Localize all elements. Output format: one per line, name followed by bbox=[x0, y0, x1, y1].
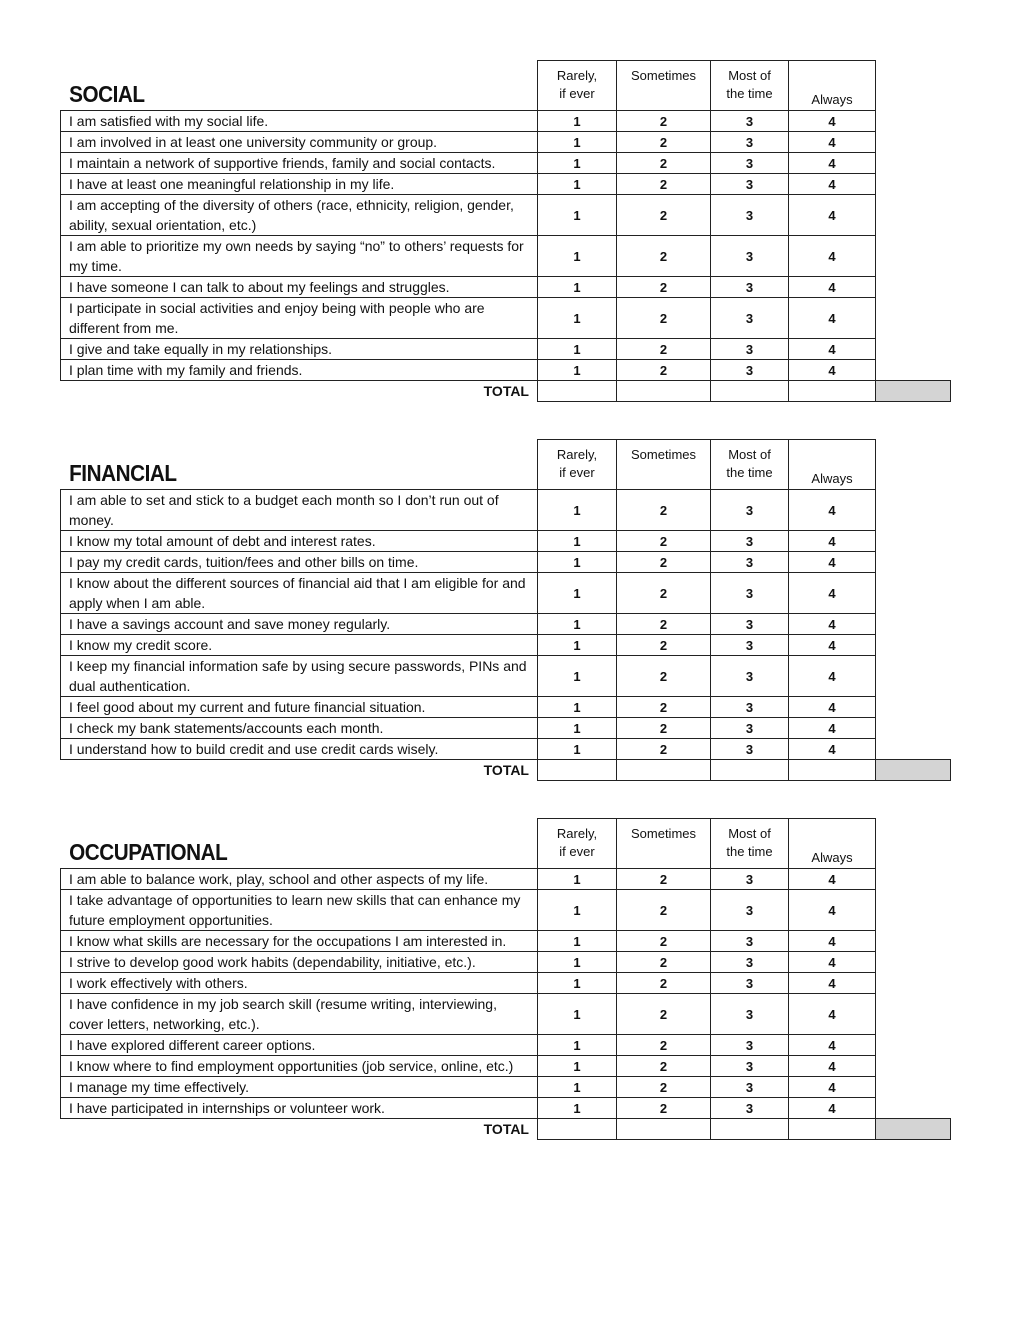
spacer-cell bbox=[876, 298, 951, 339]
question-row bbox=[61, 739, 951, 760]
rating-option-2[interactable]: 2 bbox=[617, 339, 711, 360]
column-header-line2: if ever bbox=[559, 86, 595, 101]
column-header-line2: if ever bbox=[559, 465, 595, 480]
question-text: I manage my time effectively. bbox=[61, 1077, 538, 1098]
question-text: I am able to balance work, play, school and other aspects of my life. bbox=[61, 869, 538, 890]
rating-option-2[interactable]: 2 bbox=[617, 973, 711, 994]
rating-option-2[interactable]: 2 bbox=[617, 931, 711, 952]
spacer-cell bbox=[876, 739, 951, 760]
spacer-cell bbox=[876, 819, 951, 869]
column-header-line2: the time bbox=[726, 465, 773, 480]
rating-option-1[interactable]: 1 bbox=[538, 531, 617, 552]
question-text: I check my bank statements/accounts each month. bbox=[61, 718, 538, 739]
section-title: FINANCIAL bbox=[68, 460, 177, 486]
rating-option-4[interactable]: 4 bbox=[789, 931, 876, 952]
rating-option-1[interactable]: 1 bbox=[538, 132, 617, 153]
rating-option-1[interactable]: 1 bbox=[538, 739, 617, 760]
column-header bbox=[617, 440, 711, 490]
total-input-cell[interactable] bbox=[538, 760, 617, 781]
spacer-cell bbox=[876, 635, 951, 656]
question-text: I know my credit score. bbox=[61, 635, 538, 656]
header-row bbox=[61, 819, 951, 869]
question-text: I give and take equally in my relationships. bbox=[61, 339, 538, 360]
question-row bbox=[61, 132, 951, 153]
question-row bbox=[61, 614, 951, 635]
question-text: I plan time with my family and friends. bbox=[61, 360, 538, 381]
rating-option-3[interactable]: 3 bbox=[711, 174, 789, 195]
rating-option-2[interactable]: 2 bbox=[617, 635, 711, 656]
rating-option-1[interactable]: 1 bbox=[538, 236, 617, 277]
rating-option-2[interactable]: 2 bbox=[617, 153, 711, 174]
rating-option-4[interactable]: 4 bbox=[789, 552, 876, 573]
question-text: I understand how to build credit and use credit cards wisely. bbox=[61, 739, 538, 760]
question-text: I am able to prioritize my own needs by saying “no” to others’ requests for my time. bbox=[61, 236, 538, 277]
question-text: I have explored different career options. bbox=[61, 1035, 538, 1056]
rating-option-2[interactable]: 2 bbox=[617, 195, 711, 236]
column-header bbox=[789, 440, 876, 490]
rating-option-2[interactable]: 2 bbox=[617, 890, 711, 931]
rating-option-2[interactable]: 2 bbox=[617, 573, 711, 614]
rating-option-3[interactable]: 3 bbox=[711, 1056, 789, 1077]
rating-option-1[interactable]: 1 bbox=[538, 869, 617, 890]
column-header-line1: Rarely, bbox=[556, 68, 598, 83]
rating-option-2[interactable]: 2 bbox=[617, 360, 711, 381]
question-row bbox=[61, 490, 951, 531]
rating-option-2[interactable]: 2 bbox=[617, 869, 711, 890]
question-row bbox=[61, 890, 951, 931]
rating-option-1[interactable]: 1 bbox=[538, 298, 617, 339]
rating-option-2[interactable]: 2 bbox=[617, 718, 711, 739]
spacer-cell bbox=[876, 111, 951, 132]
rating-option-1[interactable]: 1 bbox=[538, 111, 617, 132]
column-header-line2: Always bbox=[811, 471, 853, 486]
rating-option-2[interactable]: 2 bbox=[617, 298, 711, 339]
column-header-line1: Most of bbox=[728, 447, 771, 462]
rating-option-3[interactable]: 3 bbox=[711, 952, 789, 973]
rating-option-4[interactable]: 4 bbox=[789, 174, 876, 195]
rating-option-1[interactable]: 1 bbox=[538, 552, 617, 573]
rating-option-1[interactable]: 1 bbox=[538, 718, 617, 739]
rating-option-1[interactable]: 1 bbox=[538, 1077, 617, 1098]
rating-option-3[interactable]: 3 bbox=[711, 718, 789, 739]
rating-option-4[interactable]: 4 bbox=[789, 298, 876, 339]
rating-option-4[interactable]: 4 bbox=[789, 1056, 876, 1077]
rating-option-4[interactable]: 4 bbox=[789, 195, 876, 236]
question-text: I maintain a network of supportive friends, family and social contacts. bbox=[61, 153, 538, 174]
rating-option-4[interactable]: 4 bbox=[789, 635, 876, 656]
rating-option-2[interactable]: 2 bbox=[617, 236, 711, 277]
rating-option-4[interactable]: 4 bbox=[789, 994, 876, 1035]
rating-option-3[interactable]: 3 bbox=[711, 552, 789, 573]
total-input-cell[interactable] bbox=[789, 381, 876, 402]
rating-option-3[interactable]: 3 bbox=[711, 614, 789, 635]
rating-option-3[interactable]: 3 bbox=[711, 277, 789, 298]
spacer-cell bbox=[876, 236, 951, 277]
rating-option-1[interactable]: 1 bbox=[538, 635, 617, 656]
question-text: I am involved in at least one university community or group. bbox=[61, 132, 538, 153]
rating-option-3[interactable]: 3 bbox=[711, 195, 789, 236]
spacer-cell bbox=[876, 614, 951, 635]
total-input-cell[interactable] bbox=[617, 381, 711, 402]
grand-total-cell[interactable] bbox=[876, 1119, 951, 1140]
rating-option-3[interactable]: 3 bbox=[711, 1098, 789, 1119]
rating-option-4[interactable]: 4 bbox=[789, 614, 876, 635]
rating-option-3[interactable]: 3 bbox=[711, 973, 789, 994]
question-text: I participate in social activities and enjoy being with people who are different from me. bbox=[61, 298, 538, 339]
rating-option-3[interactable]: 3 bbox=[711, 635, 789, 656]
question-text: I pay my credit cards, tuition/fees and other bills on time. bbox=[61, 552, 538, 573]
rating-option-2[interactable]: 2 bbox=[617, 132, 711, 153]
question-text: I feel good about my current and future financial situation. bbox=[61, 697, 538, 718]
question-row bbox=[61, 1056, 951, 1077]
rating-option-3[interactable]: 3 bbox=[711, 153, 789, 174]
rating-option-1[interactable]: 1 bbox=[538, 277, 617, 298]
question-text: I have participated in internships or volunteer work. bbox=[61, 1098, 538, 1119]
column-header-line2: Always bbox=[811, 850, 853, 865]
column-header bbox=[789, 61, 876, 111]
rating-option-1[interactable]: 1 bbox=[538, 490, 617, 531]
rating-option-4[interactable]: 4 bbox=[789, 1035, 876, 1056]
rating-option-4[interactable]: 4 bbox=[789, 952, 876, 973]
assessment-table bbox=[60, 818, 951, 1140]
column-header bbox=[538, 440, 617, 490]
question-text: I know my total amount of debt and interest rates. bbox=[61, 531, 538, 552]
rating-option-1[interactable]: 1 bbox=[538, 890, 617, 931]
column-header-line2: if ever bbox=[559, 844, 595, 859]
rating-option-1[interactable]: 1 bbox=[538, 1035, 617, 1056]
rating-option-1[interactable]: 1 bbox=[538, 1098, 617, 1119]
column-header-line2: the time bbox=[726, 844, 773, 859]
question-text: I have someone I can talk to about my feelings and struggles. bbox=[61, 277, 538, 298]
rating-option-2[interactable]: 2 bbox=[617, 697, 711, 718]
rating-option-2[interactable]: 2 bbox=[617, 1077, 711, 1098]
question-row bbox=[61, 656, 951, 697]
rating-option-3[interactable]: 3 bbox=[711, 1077, 789, 1098]
spacer-cell bbox=[876, 440, 951, 490]
header-row bbox=[61, 61, 951, 111]
spacer-cell bbox=[876, 1077, 951, 1098]
column-header bbox=[789, 819, 876, 869]
rating-option-1[interactable]: 1 bbox=[538, 994, 617, 1035]
rating-option-2[interactable]: 2 bbox=[617, 531, 711, 552]
column-header-line2: Always bbox=[811, 92, 853, 107]
rating-option-1[interactable]: 1 bbox=[538, 174, 617, 195]
question-text: I am satisfied with my social life. bbox=[61, 111, 538, 132]
total-label: TOTAL bbox=[61, 1119, 538, 1140]
total-input-cell[interactable] bbox=[538, 1119, 617, 1140]
question-row bbox=[61, 298, 951, 339]
spacer-cell bbox=[876, 490, 951, 531]
rating-option-4[interactable]: 4 bbox=[789, 153, 876, 174]
question-row bbox=[61, 1077, 951, 1098]
question-row bbox=[61, 869, 951, 890]
spacer-cell bbox=[876, 890, 951, 931]
spacer-cell bbox=[876, 718, 951, 739]
question-row bbox=[61, 174, 951, 195]
rating-option-4[interactable]: 4 bbox=[789, 277, 876, 298]
rating-option-1[interactable]: 1 bbox=[538, 656, 617, 697]
rating-option-3[interactable]: 3 bbox=[711, 1035, 789, 1056]
column-header bbox=[711, 61, 789, 111]
rating-option-3[interactable]: 3 bbox=[711, 132, 789, 153]
rating-option-3[interactable]: 3 bbox=[711, 869, 789, 890]
rating-option-4[interactable]: 4 bbox=[789, 360, 876, 381]
total-input-cell[interactable] bbox=[617, 760, 711, 781]
total-input-cell[interactable] bbox=[789, 1119, 876, 1140]
header-row bbox=[61, 440, 951, 490]
rating-option-1[interactable]: 1 bbox=[538, 360, 617, 381]
rating-option-3[interactable]: 3 bbox=[711, 697, 789, 718]
column-header bbox=[538, 819, 617, 869]
total-input-cell[interactable] bbox=[538, 381, 617, 402]
rating-option-2[interactable]: 2 bbox=[617, 656, 711, 697]
rating-option-4[interactable]: 4 bbox=[789, 236, 876, 277]
question-text: I know where to find employment opportunities (job service, online, etc.) bbox=[61, 1056, 538, 1077]
question-row bbox=[61, 973, 951, 994]
rating-option-4[interactable]: 4 bbox=[789, 339, 876, 360]
question-text: I am accepting of the diversity of others (race, ethnicity, religion, gender, ability, sexual orientation, etc.) bbox=[61, 195, 538, 236]
rating-option-4[interactable]: 4 bbox=[789, 718, 876, 739]
rating-option-1[interactable]: 1 bbox=[538, 153, 617, 174]
rating-option-2[interactable]: 2 bbox=[617, 111, 711, 132]
rating-option-3[interactable]: 3 bbox=[711, 994, 789, 1035]
spacer-cell bbox=[876, 994, 951, 1035]
spacer-cell bbox=[876, 1035, 951, 1056]
spacer-cell bbox=[876, 952, 951, 973]
rating-option-2[interactable]: 2 bbox=[617, 1098, 711, 1119]
rating-option-2[interactable]: 2 bbox=[617, 277, 711, 298]
question-row bbox=[61, 1098, 951, 1119]
question-row bbox=[61, 635, 951, 656]
question-row bbox=[61, 994, 951, 1035]
section-financial bbox=[60, 439, 950, 781]
section-title: SOCIAL bbox=[68, 81, 145, 107]
question-row bbox=[61, 952, 951, 973]
rating-option-3[interactable]: 3 bbox=[711, 490, 789, 531]
spacer-cell bbox=[876, 931, 951, 952]
total-input-cell[interactable] bbox=[711, 381, 789, 402]
rating-option-3[interactable]: 3 bbox=[711, 531, 789, 552]
rating-option-1[interactable]: 1 bbox=[538, 573, 617, 614]
total-input-cell[interactable] bbox=[789, 760, 876, 781]
rating-option-3[interactable]: 3 bbox=[711, 890, 789, 931]
question-text: I keep my financial information safe by using secure passwords, PINs and dual authentication. bbox=[61, 656, 538, 697]
rating-option-4[interactable]: 4 bbox=[789, 656, 876, 697]
spacer-cell bbox=[876, 973, 951, 994]
column-header bbox=[538, 61, 617, 111]
column-header-line1: Sometimes bbox=[630, 826, 697, 841]
column-header bbox=[711, 440, 789, 490]
column-header-line1: Sometimes bbox=[630, 447, 697, 462]
question-row bbox=[61, 931, 951, 952]
rating-option-2[interactable]: 2 bbox=[617, 1035, 711, 1056]
question-text: I work effectively with others. bbox=[61, 973, 538, 994]
question-text: I have a savings account and save money regularly. bbox=[61, 614, 538, 635]
column-header-line2: the time bbox=[726, 86, 773, 101]
column-header-line1: Most of bbox=[728, 826, 771, 841]
rating-option-4[interactable]: 4 bbox=[789, 739, 876, 760]
rating-option-4[interactable]: 4 bbox=[789, 490, 876, 531]
column-header-line1: Rarely, bbox=[556, 826, 598, 841]
spacer-cell bbox=[876, 656, 951, 697]
spacer-cell bbox=[876, 869, 951, 890]
rating-option-4[interactable]: 4 bbox=[789, 869, 876, 890]
question-row bbox=[61, 1035, 951, 1056]
rating-option-3[interactable]: 3 bbox=[711, 656, 789, 697]
question-row bbox=[61, 531, 951, 552]
total-input-cell[interactable] bbox=[617, 1119, 711, 1140]
rating-option-4[interactable]: 4 bbox=[789, 573, 876, 614]
column-header bbox=[617, 61, 711, 111]
question-text: I am able to set and stick to a budget each month so I don’t run out of money. bbox=[61, 490, 538, 531]
column-header bbox=[711, 819, 789, 869]
spacer-cell bbox=[876, 195, 951, 236]
column-header-line1: Rarely, bbox=[556, 447, 598, 462]
rating-option-3[interactable]: 3 bbox=[711, 739, 789, 760]
rating-option-2[interactable]: 2 bbox=[617, 739, 711, 760]
rating-option-4[interactable]: 4 bbox=[789, 1098, 876, 1119]
question-row bbox=[61, 573, 951, 614]
question-row bbox=[61, 111, 951, 132]
spacer-cell bbox=[876, 174, 951, 195]
rating-option-1[interactable]: 1 bbox=[538, 614, 617, 635]
section-social bbox=[60, 60, 950, 402]
rating-option-2[interactable]: 2 bbox=[617, 490, 711, 531]
assessment-table bbox=[60, 439, 951, 781]
spacer-cell bbox=[876, 573, 951, 614]
column-header bbox=[617, 819, 711, 869]
spacer-cell bbox=[876, 1056, 951, 1077]
rating-option-2[interactable]: 2 bbox=[617, 994, 711, 1035]
question-row bbox=[61, 360, 951, 381]
grand-total-cell[interactable] bbox=[876, 760, 951, 781]
question-row bbox=[61, 153, 951, 174]
section-title: OCCUPATIONAL bbox=[68, 839, 227, 865]
rating-option-4[interactable]: 4 bbox=[789, 890, 876, 931]
rating-option-1[interactable]: 1 bbox=[538, 1056, 617, 1077]
rating-option-1[interactable]: 1 bbox=[538, 931, 617, 952]
question-row bbox=[61, 195, 951, 236]
rating-option-2[interactable]: 2 bbox=[617, 952, 711, 973]
rating-option-3[interactable]: 3 bbox=[711, 360, 789, 381]
column-header-line1: Sometimes bbox=[630, 68, 697, 83]
question-row bbox=[61, 339, 951, 360]
rating-option-3[interactable]: 3 bbox=[711, 236, 789, 277]
grand-total-cell[interactable] bbox=[876, 381, 951, 402]
rating-option-1[interactable]: 1 bbox=[538, 973, 617, 994]
question-text: I take advantage of opportunities to learn new skills that can enhance my future employment opportunities. bbox=[61, 890, 538, 931]
question-text: I strive to develop good work habits (dependability, initiative, etc.). bbox=[61, 952, 538, 973]
total-row bbox=[61, 760, 951, 781]
question-row bbox=[61, 552, 951, 573]
question-text: I have confidence in my job search skill (resume writing, interviewing, cover letters, networking, etc.). bbox=[61, 994, 538, 1035]
question-text: I know what skills are necessary for the occupations I am interested in. bbox=[61, 931, 538, 952]
rating-option-3[interactable]: 3 bbox=[711, 931, 789, 952]
rating-option-4[interactable]: 4 bbox=[789, 111, 876, 132]
rating-option-4[interactable]: 4 bbox=[789, 531, 876, 552]
total-row bbox=[61, 381, 951, 402]
spacer-cell bbox=[876, 552, 951, 573]
spacer-cell bbox=[876, 61, 951, 111]
question-row bbox=[61, 697, 951, 718]
spacer-cell bbox=[876, 132, 951, 153]
column-header-line1: Most of bbox=[728, 68, 771, 83]
rating-option-1[interactable]: 1 bbox=[538, 697, 617, 718]
rating-option-1[interactable]: 1 bbox=[538, 339, 617, 360]
spacer-cell bbox=[876, 339, 951, 360]
rating-option-4[interactable]: 4 bbox=[789, 973, 876, 994]
spacer-cell bbox=[876, 277, 951, 298]
rating-option-1[interactable]: 1 bbox=[538, 952, 617, 973]
total-label: TOTAL bbox=[61, 381, 538, 402]
spacer-cell bbox=[876, 531, 951, 552]
spacer-cell bbox=[876, 697, 951, 718]
rating-option-4[interactable]: 4 bbox=[789, 697, 876, 718]
rating-option-2[interactable]: 2 bbox=[617, 1056, 711, 1077]
total-input-cell[interactable] bbox=[711, 760, 789, 781]
rating-option-3[interactable]: 3 bbox=[711, 111, 789, 132]
total-label: TOTAL bbox=[61, 760, 538, 781]
total-row bbox=[61, 1119, 951, 1140]
rating-option-4[interactable]: 4 bbox=[789, 132, 876, 153]
section-occupational bbox=[60, 818, 950, 1140]
question-text: I know about the different sources of financial aid that I am eligible for and apply when I am able. bbox=[61, 573, 538, 614]
question-row bbox=[61, 718, 951, 739]
rating-option-3[interactable]: 3 bbox=[711, 339, 789, 360]
rating-option-2[interactable]: 2 bbox=[617, 174, 711, 195]
total-input-cell[interactable] bbox=[711, 1119, 789, 1140]
question-text: I have at least one meaningful relationship in my life. bbox=[61, 174, 538, 195]
rating-option-2[interactable]: 2 bbox=[617, 552, 711, 573]
spacer-cell bbox=[876, 1098, 951, 1119]
rating-option-3[interactable]: 3 bbox=[711, 573, 789, 614]
rating-option-1[interactable]: 1 bbox=[538, 195, 617, 236]
assessment-table bbox=[60, 60, 951, 402]
spacer-cell bbox=[876, 360, 951, 381]
spacer-cell bbox=[876, 153, 951, 174]
rating-option-4[interactable]: 4 bbox=[789, 1077, 876, 1098]
question-row bbox=[61, 236, 951, 277]
rating-option-2[interactable]: 2 bbox=[617, 614, 711, 635]
rating-option-3[interactable]: 3 bbox=[711, 298, 789, 339]
question-row bbox=[61, 277, 951, 298]
